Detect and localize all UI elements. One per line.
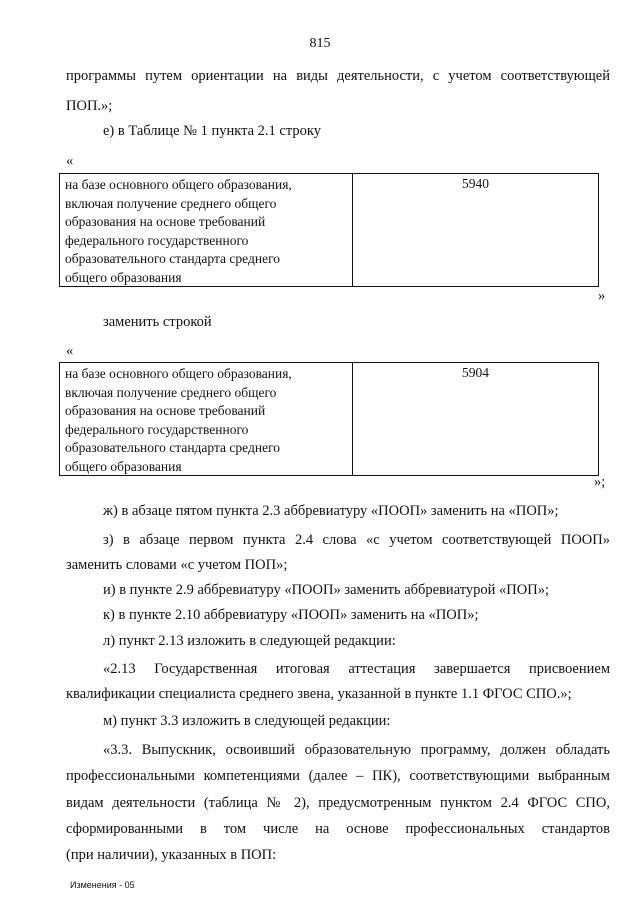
open-quote-2: « bbox=[66, 343, 74, 359]
item-z-line-1: з) в абзаце первом пункта 2.4 слова «с учетом соответствующей ПООП» bbox=[103, 532, 610, 548]
intro-line-2: ПОП.»; bbox=[66, 98, 113, 114]
close-quote-1: » bbox=[598, 288, 606, 304]
open-quote-1: « bbox=[66, 153, 74, 169]
table-new-description bbox=[60, 363, 353, 475]
table-old-line: на базе основного общего образования, bbox=[65, 177, 292, 192]
table-old-line: включая получение среднего общего bbox=[65, 195, 277, 211]
item-e: е) в Таблице № 1 пункта 2.1 строку bbox=[103, 123, 321, 139]
quote-213-line-1: «2.13 Государственная итоговая аттестация завершается присвоением bbox=[103, 661, 610, 677]
item-l: л) пункт 2.13 изложить в следующей редакции: bbox=[103, 633, 396, 649]
table-old-line: образования на основе требований bbox=[65, 214, 266, 230]
page-number: 815 bbox=[309, 36, 331, 51]
table-old-line: образовательного стандарта среднего bbox=[65, 251, 281, 267]
table-new-row bbox=[59, 362, 599, 476]
item-k: к) в пункте 2.10 аббревиатуру «ПООП» заменить на «ПОП»; bbox=[103, 607, 479, 623]
table-old-line: общего образования bbox=[65, 269, 182, 285]
quote-213-line-2: квалификации специалиста среднего звена, указанной в пункте 1.1 ФГОС СПО.»; bbox=[66, 686, 572, 702]
item-i: и) в пункте 2.9 аббревиатуру «ПООП» заменить аббревиатурой «ПОП»; bbox=[103, 582, 549, 598]
quote-33-line-3: видам деятельности (таблица № 2), предусмотренным пунктом 2.4 ФГОС СПО, bbox=[66, 795, 610, 811]
item-zh: ж) в абзаце пятом пункта 2.3 аббревиатуру «ПООП» заменить на «ПОП»; bbox=[103, 503, 559, 519]
replace-label: заменить строкой bbox=[103, 314, 212, 330]
table-old-description bbox=[60, 174, 353, 286]
table-new-line: включая получение среднего общего bbox=[65, 384, 277, 400]
quote-33-line-1: «3.3. Выпускник, освоивший образовательную программу, должен обладать bbox=[103, 742, 610, 758]
table-new-line: общего образования bbox=[65, 458, 182, 474]
table-old-row bbox=[59, 173, 599, 287]
table-new-line: федерального государственного bbox=[65, 421, 249, 437]
table-old-line: федерального государственного bbox=[65, 232, 249, 248]
table-old-value: 5940 bbox=[462, 176, 489, 191]
item-m: м) пункт 3.3 изложить в следующей редакции: bbox=[103, 713, 391, 729]
table-new-value: 5904 bbox=[462, 365, 489, 380]
table-new-line: образования на основе требований bbox=[65, 403, 266, 419]
quote-33-line-5: (при наличии), указанных в ПОП: bbox=[66, 847, 277, 863]
quote-33-line-4: сформированными в том числе на основе профессиональных стандартов bbox=[66, 821, 610, 837]
item-z-line-2: заменить словами «с учетом ПОП»; bbox=[66, 557, 288, 573]
table-new-line: на базе основного общего образования, bbox=[65, 366, 292, 381]
footer-note: Изменения - 05 bbox=[70, 880, 135, 890]
quote-33-line-2: профессиональными компетенциями (далее – ПК), соответствующими выбранным bbox=[66, 768, 610, 784]
intro-line-1: программы путем ориентации на виды деятельности, с учетом соответствующей bbox=[66, 68, 610, 84]
table-new-line: образовательного стандарта среднего bbox=[65, 440, 281, 456]
close-quote-2: »; bbox=[594, 474, 606, 490]
